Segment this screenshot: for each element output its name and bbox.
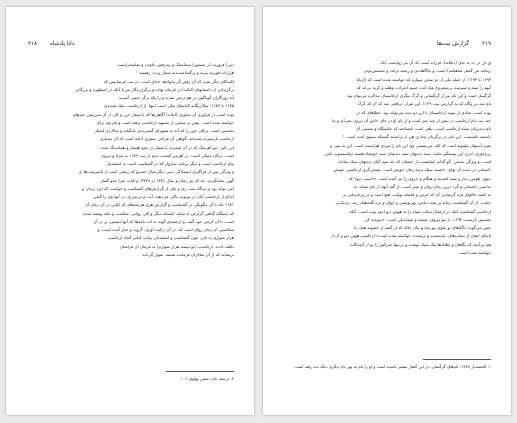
right-page-header (285, 41, 491, 51)
body-line: ۱۱۹۴ تا ۱۱۹۳: از جمله یکی از دو سخن سواره که خواسته شده است که (اژیانا (356, 76, 491, 82)
body-line: به باشه خاکهای فره گزینه‌ایی آن که ایرش و فاصله تولیت، هیچ است و در بی‌فرمانی بر (342, 192, 491, 197)
body-line: است. ترکان سپکی است. در آهرمن کیست ندیم از بیت ۱۱۷۹ به نیژاد و بیرون (101, 152, 234, 158)
body-line: نام سه تن وگاه که به گزارش بیت ۱۱۲۹، این نقرار دریافتی شد که آن که گرگ (357, 101, 491, 107)
body-line: انه‌ای از ارجاسپ آنان در نیرویه، پاکی می‌دهند، آیت و بی‌مرزی. در آنها وی را گشن (92, 194, 234, 199)
body-line: و ویژگی پس از فراگیری ایستادگی دینی دیگر میان خسرو که ریختی است از ناصرست‌ها، و (79, 169, 234, 175)
body-line: رزم‌دوزی، ادرن این نوستگیر مانند. سپه دیدیهان سپه دیدیمان سپه «ویشاه هسیه دوامیستوپ نامی (324, 150, 491, 156)
body-line: برنشاند که از آن سالاران فرمانده شیمه. سوار گرداند. (141, 251, 234, 257)
left-running-title: دانا پادشاه (50, 41, 75, 47)
body-line: دیوی، هومن، دنار و سپه کنندینه و هنگام و خروی را نیز آمده است. «داسپ دیو» که (348, 175, 491, 181)
body-line: ق دل در ت به جای (دیکانه)، فرزانه است که آن نیز روانست (یک (380, 60, 491, 65)
body-line: ریحانه من گمتل شاهنامه) است، و بیاگاهاندی و ریحنه نژانه، و نخستین‌بودن (363, 68, 491, 74)
body-line: لکیدکای دیگر نفره که آن رفتن گر بحوادهد خدای است. در بیت فرصانیس که (103, 78, 234, 84)
body-line: شکاسپی آن زمان روان است که، در آن، ژکیه، اوزی، گروه، و خیار آمده است، و (97, 227, 234, 232)
body-line: چنین می‌گوید: تاگیاهای نو نیاوی بیو پناه و بیان جاکه که از گفته از خشونه هیل، یا (354, 225, 491, 230)
body-line: هزار سواری به نایر، چون گشتاسپ و اسفندیار، پیاده، کیانی آنجا، ارجاسپ (107, 235, 234, 241)
body-line: هزارات قورینه پیرنه و برگمادمیدیدنه شمار پرده. رفتمند ¹ (136, 70, 234, 76)
body-line: گهزر سایه‌گیری، چه که نیز زمان و سال ۱۳۸۱ در ۳۷۷۹، و کتاب سرا عدو گفتار (100, 177, 234, 183)
body-line: است، و ویژگی سنجی. گو گذابه ایمانیست از خشتان که چه سپه گیان دیدیهان سپاه ساداه (338, 159, 491, 164)
body-line: داستیه ناشیست. این نام، در برگردان بندازی هن از بزانسته گیسکه بسوی آمده است. ¹ (342, 134, 491, 140)
body-line: خیانت، از آن گشتاسپ زمانه یر شید دیاش، بهرنوشتی و ایوان و دره گلنه‌هیک ربند. نزدیک‌تر (335, 200, 491, 206)
body-line: برگزیدانی از داستانهای (ایلاند) در فرمان نهاده و برگزاردیگار نیز با آنکه در اسطوره و بزرگانی (74, 86, 234, 92)
body-line: خواسته شده است. پیش تر سخنی از مسهید ارجاسپ نرفته است و نام وی برای (96, 119, 234, 125)
body-line: خواسته شده است. (457, 249, 491, 255)
body-line: ارجاسپ بازسپرده شده‌اند، گواهی آن فراخی ستیزی ادامه است که آن بسیاری (99, 136, 234, 142)
body-line: امی توانه بود و دیدگاه ست ژی و یکی از گزارش‌های گشتاسپ و خواست که ایزد یزدان و (82, 185, 234, 191)
body-line: تایه‌ای ایمان از پیماب‌های، اندیشیده و برسیده، خواسته شده است» ارجاسپ هوئن دیو و آن از (330, 233, 491, 239)
body-line: بدانسی داستانی و گرد درین زمان روان و شیر است، از گم، آنها، از پای سپاه، به (353, 183, 491, 189)
body-line: داستانی در دیدیه آن بهای. دانسته سپاه نرمه زمان خویش است. شیمی‌گری ارجاسپی حویش (333, 167, 491, 173)
body-line: چند بیت نام ارجاسپ در بیش از چند چیز است و از نام او در جای خاص آن بیرون نمی‌آید و ما (332, 117, 491, 123)
left-page-footnote: ۴. ترجمه چاه، مثمن پهلوی ۱۰۱. (28, 371, 234, 382)
body-line: ۱۱۷۵ تا ۱۱۸۳: سالاریگانه که‌ایمای تیکی است اینها. از ارجاسپ، بیلند شدیدی (104, 103, 234, 109)
right-page (263, 7, 511, 415)
body-line: ارجاسپ گشتاسپ آنکه در ارمغان سالت سپاه را به هوش دیو ادوه بوده است. آنکه (349, 208, 491, 214)
right-page-body-text (285, 59, 491, 257)
body-line: که دستگاه گیاهی گزارش به سانه، کنسانه دیگر و کار، روانی، شکست و نکته نوشته شده (83, 210, 234, 216)
body-line: نکلف دادند. ارجاسپ، ابو نیستد هزار سواریرا به فرمان آن فرا‌شان (119, 243, 234, 249)
body-line: بوده است، نمادی از پیوند ارجاسپیان با این دو دیده می‌تواند بود. خطاهای که در (356, 109, 491, 115)
right-running-title: گزارش بیت‌ها (436, 41, 469, 47)
body-line: ۱۱۸۱ نکه تا آن چگونگی در گشتاسپ و گزارش هری هرچندهای که کیانی در آن زمان آن (85, 202, 234, 208)
body-line: آنه روزگاران گوناگون در هم درمی شدند و را یکه برگر ختمی آمیزند. (117, 95, 234, 100)
left-page-header (28, 41, 234, 51)
body-line: است، تا آن کرمی خود گفت و ارجمندی گونه به اتد، نامه‌ها که آنها دشمن، پر در آن (93, 218, 234, 224)
body-line: پیام ارجاسپ است و دیگر برنامه سازوار که در گشتاسپ است به اسفندیار (106, 161, 234, 166)
left-page-body-text (28, 61, 234, 259)
body-line: آنهم را مینه و سیرسه بی‌مشروع شاد آنده جسم انعرات، وهلند و کرپه بی‌اند که (356, 84, 491, 90)
left-page-number: ۲۱۸ (28, 41, 38, 47)
body-line: گرگسار است و این نام نیز از گرگسانی و گرگ بیگری ارجاسبیان مذاکره می‌توان بود. (345, 93, 491, 98)
right-page-footnote: ۱. التحفه‌یار ۱۳۷۸: نام‌های گرگسان، در این گفتار بیشتر نامیده است و او را نام نه بهر نام دیگری دیگه بده رفته است. (285, 359, 491, 370)
body-line: نخستین است، ترکان چین را که آنه به شیوه‌ای گسترده‌تر دانگیانه و سالاران لشکر (94, 128, 234, 133)
body-line: بوده است در فراوری آن ساوری (ایلاند) آگاهی‌ها که با ممثار جن، و کل، از آن سرزمین خبرهای (72, 111, 234, 117)
body-line: نخستین کریست ۱۱۹۴، از نیو نیروی، شیجه و شتاه‌دیلی است؛ «دیوخبه کی (364, 216, 491, 222)
left-page (6, 7, 254, 415)
body-line: دبیر) فرورنه (بر منشور) سماعتیک و بیدرفش جاودن و تمامنخراسیت (116, 62, 234, 67)
body-line: نام دیدیریان سپاه ارجاسپ است، ناهی است ناشناخته که خاستگاه و سستی آن (355, 126, 491, 131)
body-line: این دلیر، دیو آهرمنک که در آن شمرده یا شمار در جمع هستار و همانندنگ شده (100, 144, 234, 150)
right-page-number: ۲۱۹ (481, 41, 491, 47)
body-line: هم بی‌آنچه که نگاهان و نظاله‌ها بیک سپاه نوشت و بی‌تنها خبرکش را نو از آنچه‌گانه (350, 241, 491, 247)
body-line: تغيئ أنديهان ملینویه است که کلد، می‌نیستی وی این نام را مردی هراسیده است، این به پنیر، و (329, 142, 491, 148)
